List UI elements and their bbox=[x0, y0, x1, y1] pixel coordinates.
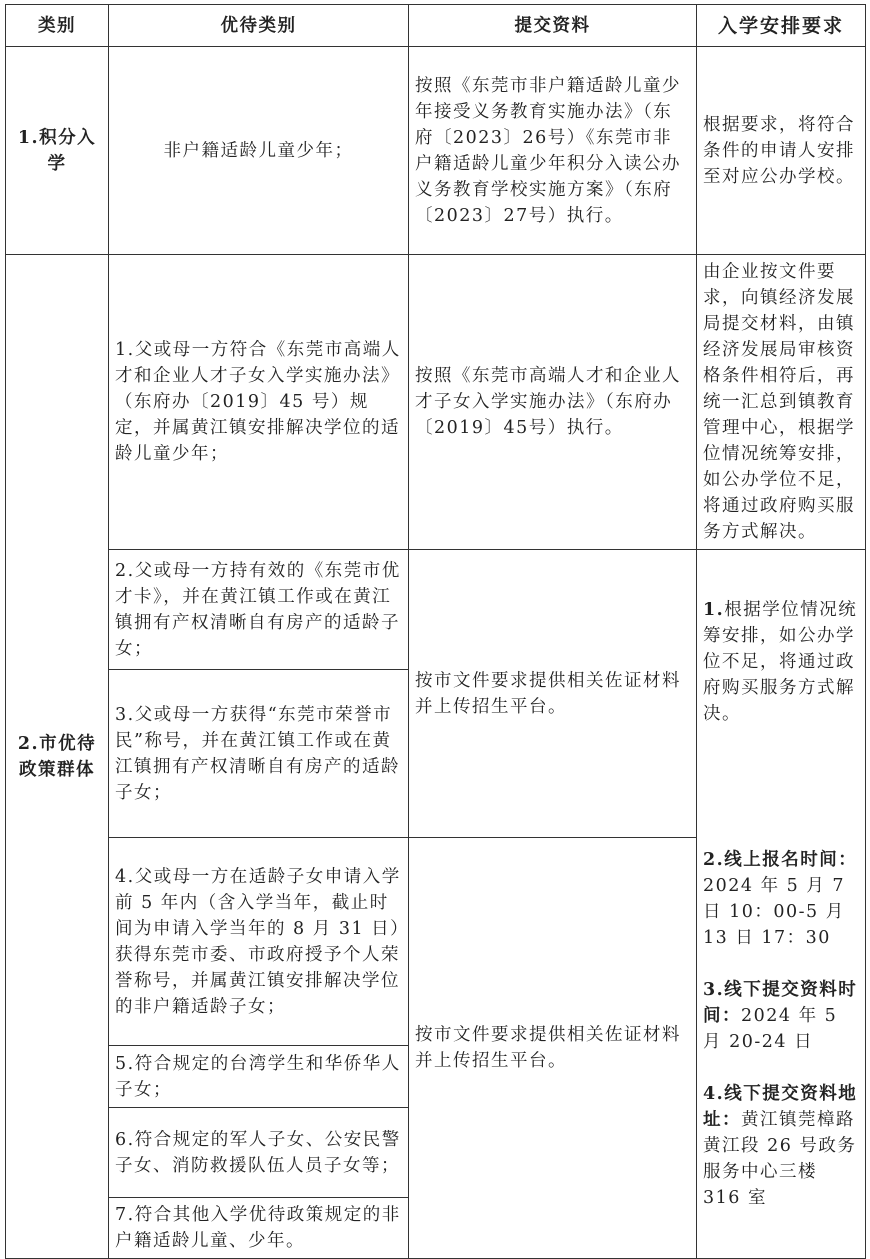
requirements-talent: 由企业按文件要求，向镇经济发展局提交材料，由镇经济发展局审核资格条件相符后，再统一汇总到镇教育管理中心，根据学位情况统筹安排，如公办学位不足，将通过政府购买服务方式解决。 bbox=[697, 255, 866, 550]
requirements-points-admission: 根据要求，将符合条件的申请人安排至对应公办学校。 bbox=[697, 47, 866, 255]
table-row-points-admission bbox=[6, 47, 866, 255]
header-preferential-type: 优待类别 bbox=[109, 5, 409, 47]
requirements-schedule bbox=[697, 550, 866, 1259]
requirement-item-1: 1.根据学位情况统筹安排，如公办学位不足，将通过政府购买服务方式解决。 bbox=[703, 600, 858, 724]
type-non-hukou-children: 非户籍适龄儿童少年； bbox=[109, 47, 409, 255]
documents-group-b: 按市文件要求提供相关佐证材料并上传招生平台。 bbox=[409, 838, 697, 1259]
category-preferential-groups: 2.市优待政策群体 bbox=[6, 255, 109, 1259]
header-row bbox=[6, 5, 866, 47]
header-documents: 提交资料 bbox=[409, 5, 697, 47]
type-item-6: 6.符合规定的军人子女、公安民警子女、消防救援队伍人员子女等； bbox=[109, 1108, 409, 1198]
type-item-3: 3.父或母一方获得“东莞市荣誉市民”称号，并在黄江镇工作或在黄江镇拥有产权清晰自有房产的适龄子女； bbox=[109, 670, 409, 838]
documents-group-a: 按市文件要求提供相关佐证材料并上传招生平台。 bbox=[409, 550, 697, 838]
type-item-5: 5.符合规定的台湾学生和华侨华人子女； bbox=[109, 1046, 409, 1108]
table-row-talent bbox=[6, 255, 866, 550]
requirement-offline-time: 3.线下提交资料时间：2024 年 5 月 20-24 日 bbox=[703, 980, 858, 1052]
header-requirements: 入学安排要求 bbox=[697, 5, 866, 47]
documents-talent: 按照《东莞市高端人才和企业人才子女入学实施办法》（东府办〔2019〕45号）执行。 bbox=[409, 255, 697, 550]
table-row-type-2 bbox=[6, 550, 866, 670]
type-item-7: 7.符合其他入学优待政策规定的非户籍适龄儿童、少年。 bbox=[109, 1198, 409, 1259]
documents-points-admission: 按照《东莞市非户籍适龄儿童少年接受义务教育实施办法》（东府〔2023〕26号）《东莞市非户籍适龄儿童少年积分入读公办义务教育学校实施方案》（东府〔2023〕27号）执行。 bbox=[409, 47, 697, 255]
requirement-offline-address: 4.线下提交资料地址：黄江镇莞樟路黄江段 26 号政务服务中心三楼 316 室 bbox=[703, 1084, 858, 1208]
category-points-admission: 1.积分入学 bbox=[6, 47, 109, 255]
type-item-4: 4.父或母一方在适龄子女申请入学前 5 年内（含入学当年，截止时间为申请入学当年的 8 月 31 日）获得东莞市委、市政府授予个人荣誉称号，并属黄江镇安排解决学位的非户籍适龄子女； bbox=[109, 838, 409, 1046]
requirement-online-time: 2.线上报名时间：2024 年 5 月 7 日 10：00-5 月 13 日 17：30 bbox=[703, 850, 858, 948]
type-item-2: 2.父或母一方持有效的《东莞市优才卡》，并在黄江镇工作或在黄江镇拥有产权清晰自有房产的适龄子女； bbox=[109, 550, 409, 670]
type-item-1: 1.父或母一方符合《东莞市高端人才和企业人才子女入学实施办法》（东府办〔2019〕45 号）规定，并属黄江镇安排解决学位的适龄儿童少年； bbox=[109, 255, 409, 550]
spacer bbox=[703, 727, 859, 847]
header-category: 类别 bbox=[6, 5, 109, 47]
enrollment-policy-table bbox=[5, 4, 866, 1259]
